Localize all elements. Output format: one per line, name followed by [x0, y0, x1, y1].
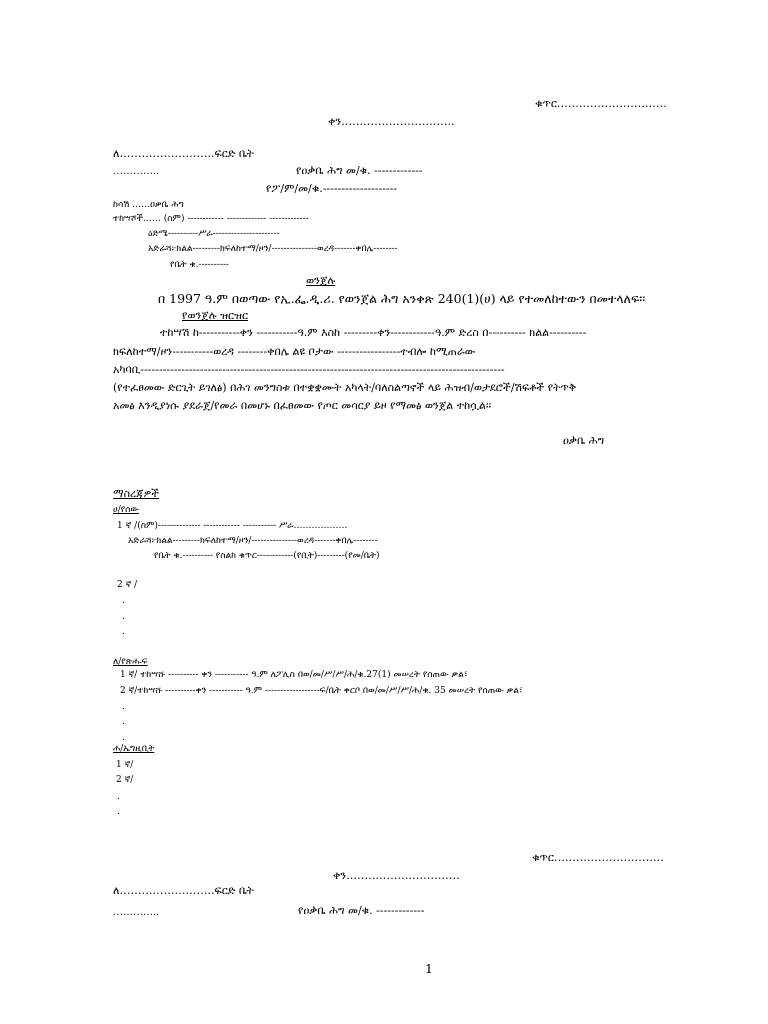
- list-dot: .: [122, 702, 125, 712]
- charge-detail-line-1: ተከሣሽ ከ-----------ቀን -----------ዓ.ም እስከ ---------ቀን------------ዓ.ም ድረስ በ---------- ክልል----------: [160, 326, 587, 339]
- charge-details-heading: የወንጀሉ ዝርዝር: [182, 309, 249, 322]
- prosecutor-file-number: የዐቃቤ ሕግ መ/ቁ. -------------: [296, 164, 423, 177]
- list-dot: .: [117, 807, 120, 817]
- charge-detail-line-3: አካባቢ--------------------------------------------------------------------------------------------------: [113, 363, 505, 376]
- case-number-line-2: ቁጥር…………………………: [532, 851, 664, 864]
- court-line-2: ለ……………………..ፍርድ ቤት: [113, 884, 254, 897]
- defendants-line: ተከሣሾች…… (ስም) ------------ ------------- -------------: [113, 214, 309, 224]
- document-2-line: 2 ኛ/ተከሣሹ ----------ቀን ----------- ዓ.ም ------------------ፍ/ቤት ቀርቦ በወ/መ/ሥ/ሥ/ሕ/ቁ. 35 መሠረት የሰጠው ቃል፣: [120, 686, 523, 696]
- address-line: አድራሻ፦ክልል---------ክፍለከተማ/ዞን/---------------ወረዳ-------ቀበሌ--------: [148, 244, 398, 254]
- date-line-2: ቀን………………………….: [333, 869, 460, 882]
- documentary-evidence-heading: ለ/የጽሑፍ: [113, 657, 148, 667]
- human-evidence-heading: ሀ/የሰው: [113, 505, 140, 515]
- witness-1-line: 1 ኛ /(ስም)-------------- ------------ ----------- ሥራ………………: [117, 521, 348, 531]
- list-dot: .: [122, 596, 125, 606]
- charge-detail-line-4: (የተፈፀመው ድርጊት ይገለፅ) በሕገ መንግስቱ በተቋቋሙት አካላት/ባለስልጣኖች ላይ ሕዝብ/ወታደሮች/ሽፍቶች የትጥቅ: [113, 381, 577, 394]
- page-number: 1: [425, 961, 433, 976]
- case-number-line: ቁጥር…………………………: [535, 97, 667, 110]
- dots-left-2: …………..: [113, 907, 160, 918]
- prosecutor-file-number-2: የዐቃቤ ሕግ መ/ቁ. -------------: [298, 904, 425, 917]
- list-dot: .: [122, 612, 125, 622]
- plaintiff-line: ከሳሽ ……ዐቃቤ ሕግ: [113, 200, 184, 210]
- list-dot: .: [122, 717, 125, 727]
- document-1-line: 1 ኛ/ ተከሣሹ ---------- ቀን ----------- ዓ.ም ለፖሊስ በወ/መ/ሥ/ሥ/ሕ/ቁ.27(1) መሠረት የሰጠው ቃል፣: [120, 670, 468, 680]
- exhibit-2-line: 2 ኛ/: [116, 775, 134, 785]
- witness-1-house-phone: የቤት ቁ.---------- የስልክ ቁጥር------------(የቢት)---------(የመ/ቤት): [154, 551, 380, 561]
- age-occupation-line: ዕድሜ----------ሥራ----------------------: [148, 229, 280, 239]
- list-dot: .: [122, 627, 125, 637]
- police-file-number: የፖ/ም/መ/ቁ.--------------------: [266, 182, 398, 195]
- evidence-heading: ማስረጃዎች: [113, 487, 159, 500]
- dots-left: …………..: [113, 166, 160, 177]
- date-line: ቀን………………………….: [328, 115, 455, 128]
- list-dot: .: [117, 792, 120, 802]
- witness-2-line: 2 ኛ /: [117, 580, 138, 590]
- house-number-line: የቤት ቁ.----------: [170, 260, 229, 270]
- charge-law-line: በ 1997 ዓ.ም በወጣው የኢ.ፌ.ዲ.ሪ. የወንጀል ሕግ አንቀጽ 240(1)(ሀ) ላይ የተመለከተውን በመተላለፍ፡፡: [158, 291, 646, 306]
- exhibit-1-line: 1 ኛ/: [116, 760, 134, 770]
- list-dot: .: [122, 733, 125, 743]
- charge-detail-line-2: ክፍለከተማ/ዞን-----------ወረዳ --------ቀበሌ ልዩ ቦታው -----------------ተብሎ ከሚጠራው: [113, 345, 476, 358]
- prosecutor-signature: ዐቃቤ ሕግ: [563, 434, 605, 447]
- charge-detail-line-5: አመፅ እንዲያነሱ ያደራጀ/የመራ በመሆኑ በፈፀመው የጦር መሳርያ ይዞ የማመፅ ወንጀል ተከሷል፡፡: [113, 399, 492, 412]
- court-line: ለ……………………..ፍርድ ቤት: [113, 147, 254, 160]
- witness-1-address: አድራሻ፦ክልል---------ክፍለከተማ/ዞን/---------------ወረዳ-------ቀበሌ--------: [128, 536, 378, 546]
- exhibit-heading: ሐ/ኤግዚቢት: [113, 744, 155, 754]
- charge-heading: ወንጀሉ: [306, 274, 336, 287]
